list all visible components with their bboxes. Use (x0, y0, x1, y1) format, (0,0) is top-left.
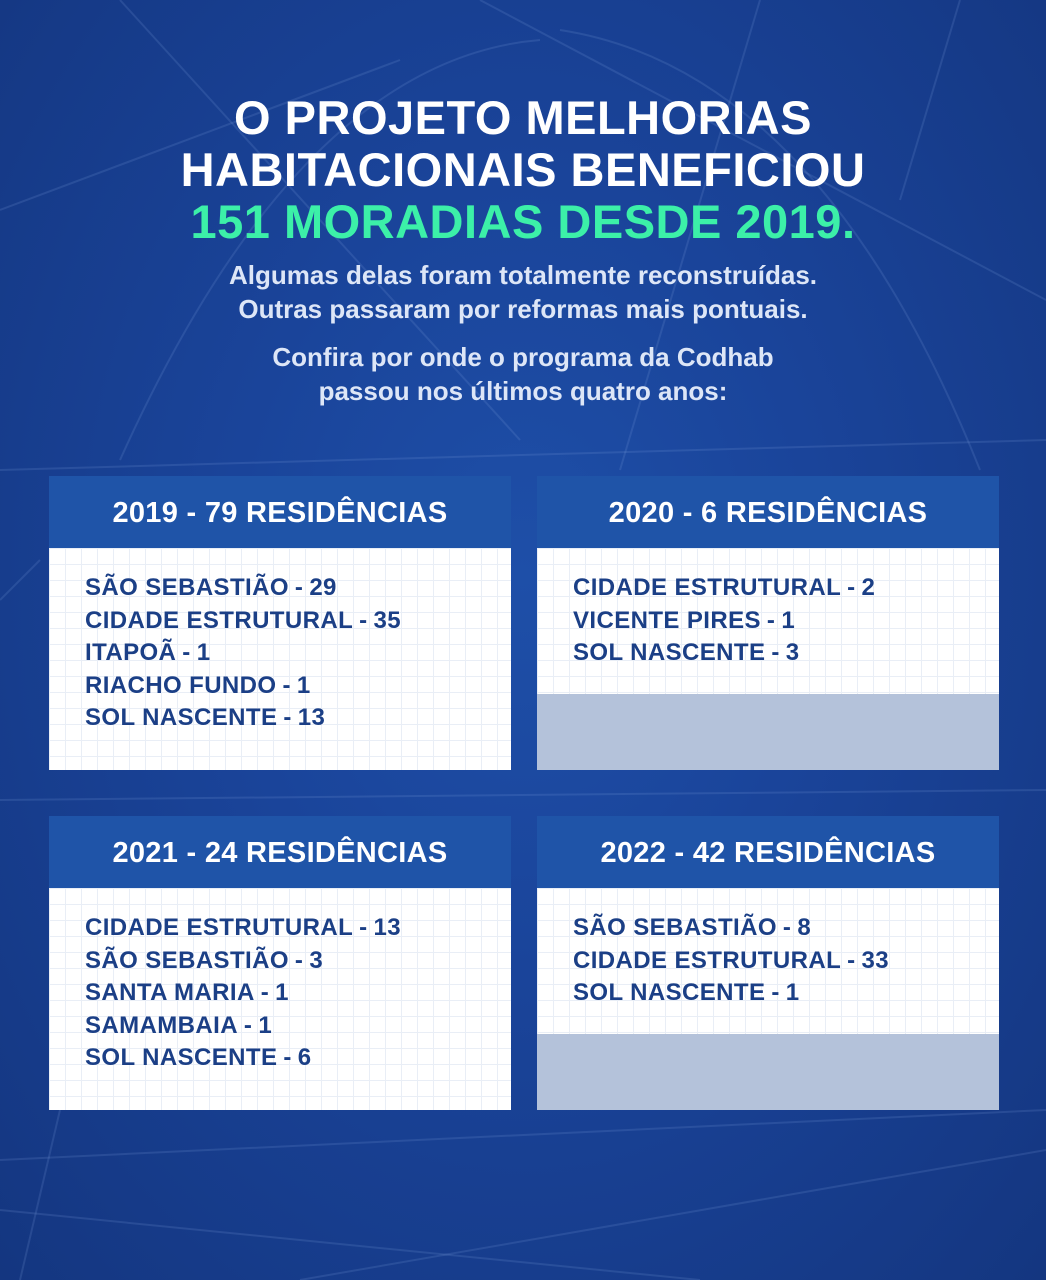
intro-line-4: passou nos últimos quatro anos: (318, 376, 728, 406)
list-item: SOL NASCENTE - 3 (573, 639, 800, 666)
list-item: RIACHO FUNDO - 1 (85, 671, 311, 699)
intro-line-2: Outras passaram por reformas mais pontuais. (238, 294, 808, 324)
list-item: VICENTE PIRES - 1 (573, 606, 796, 634)
list-item: SOL NASCENTE - 6 (85, 1044, 312, 1071)
list-item: CIDADE ESTRUTURAL - 35 (85, 606, 402, 634)
headline-line-1: O PROJETO MELHORIAS (234, 91, 812, 144)
card-body (49, 548, 511, 770)
list-item: SOL NASCENTE - 1 (573, 979, 800, 1006)
list-item: CIDADE ESTRUTURAL - 2 (573, 574, 876, 601)
card-2019 (49, 476, 511, 770)
intro-call-to-action (0, 340, 1046, 408)
card-2022 (537, 816, 999, 1110)
card-body (537, 548, 999, 770)
card-body (49, 888, 511, 1110)
list-item: ITAPOÃ - 1 (85, 639, 211, 666)
intro-line-3: Confira por onde o programa da Codhab (272, 342, 774, 372)
location-list (49, 548, 511, 735)
list-item: SOL NASCENTE - 13 (85, 704, 326, 731)
card-title: 2022 - 42 RESIDÊNCIAS (537, 816, 999, 888)
intro-line-1: Algumas delas foram totalmente reconstruídas. (228, 260, 818, 290)
list-item: SÃO SEBASTIÃO - 8 (573, 914, 812, 941)
list-item: SÃO SEBASTIÃO - 3 (85, 946, 324, 974)
headline-accent: 151 MORADIAS DESDE 2019. (190, 195, 856, 248)
card-2020 (537, 476, 999, 770)
card-title: 2020 - 6 RESIDÊNCIAS (537, 476, 999, 548)
list-item: CIDADE ESTRUTURAL - 13 (85, 914, 402, 941)
location-list (537, 888, 999, 1010)
list-item: SÃO SEBASTIÃO - 29 (85, 574, 337, 601)
list-item: SAMAMBAIA - 1 (85, 1011, 273, 1039)
card-2021 (49, 816, 511, 1110)
headline (0, 92, 1046, 248)
headline-line-2: HABITACIONAIS BENEFICIOU (180, 143, 866, 196)
card-title: 2021 - 24 RESIDÊNCIAS (49, 816, 511, 888)
intro-paragraph (0, 258, 1046, 326)
card-filler (537, 1034, 999, 1110)
list-item: SANTA MARIA - 1 (85, 979, 289, 1006)
location-list (49, 888, 511, 1075)
list-item: CIDADE ESTRUTURAL - 33 (573, 946, 890, 974)
card-body (537, 888, 999, 1110)
card-title: 2019 - 79 RESIDÊNCIAS (49, 476, 511, 548)
card-filler (537, 694, 999, 770)
location-list (537, 548, 999, 670)
